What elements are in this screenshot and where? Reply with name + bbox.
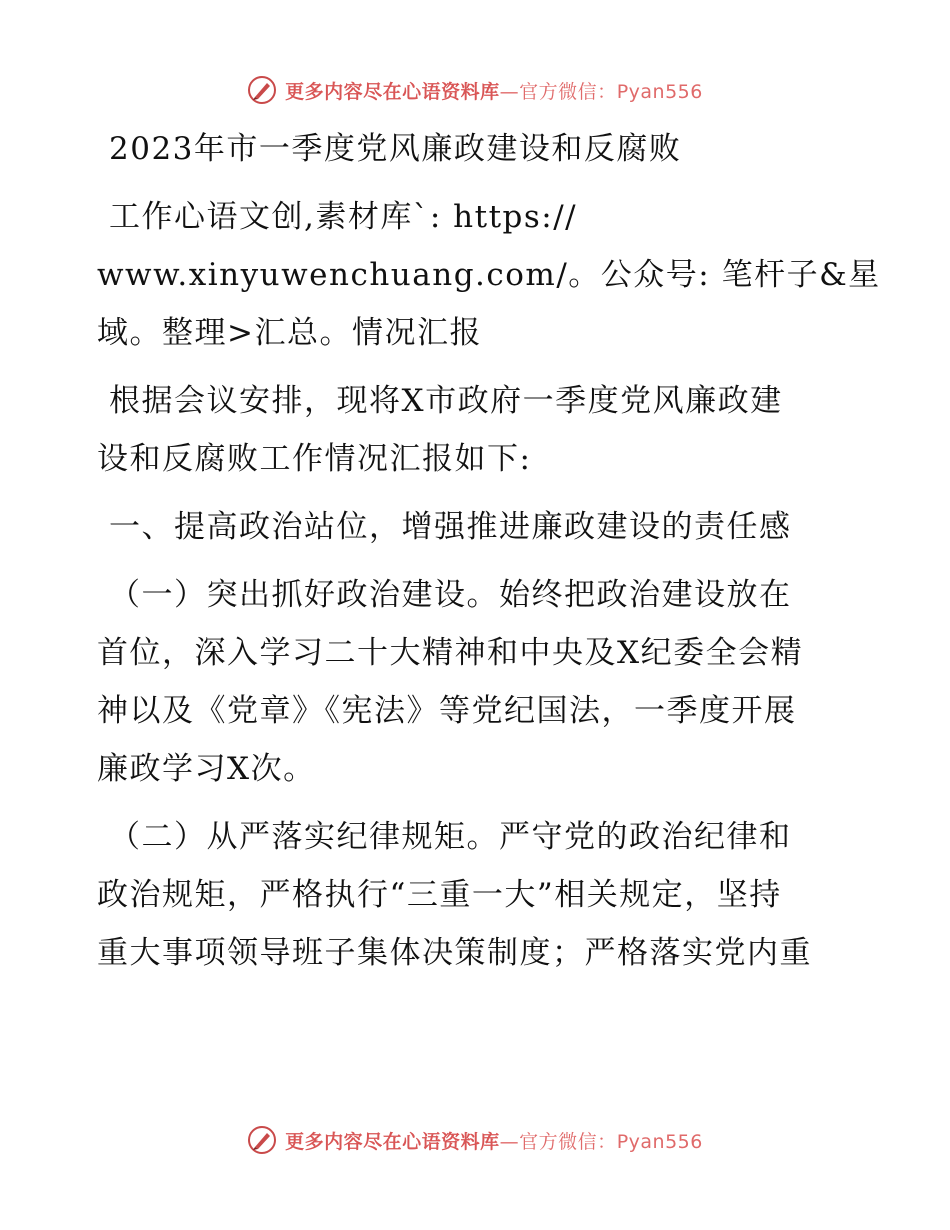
- paragraph-line: （一）突出抓好政治建设。始终把政治建设放在: [109, 577, 792, 613]
- pen-logo-icon: [247, 1125, 277, 1155]
- intro-line: 域。整理>汇总。情况汇报: [97, 315, 482, 351]
- intro-line: www.xinyuwenchuang.com/。公众号: 笔杆子&星: [97, 257, 881, 293]
- footer-watermark: [0, 1120, 950, 1160]
- paragraph-line: （二）从严落实纪律规矩。严守党的政治纪律和: [109, 819, 792, 855]
- watermark-text: 更多内容尽在心语资料库—官方微信：Pyan556: [285, 80, 703, 103]
- paragraph-line: 政治规矩，严格执行“三重一大”相关规定，坚持: [97, 877, 782, 913]
- document-title: 2023年市一季度党风廉政建设和反腐败: [109, 131, 682, 167]
- document-body: [97, 120, 881, 982]
- paragraph-line: 神以及《党章》《宪法》等党纪国法，一季度开展: [97, 693, 797, 729]
- section-heading: 一、提高政治站位，增强推进廉政建设的责任感: [109, 509, 792, 545]
- paragraph-line: 根据会议安排，现将X市政府一季度党风廉政建: [109, 383, 783, 419]
- watermark-text: 更多内容尽在心语资料库—官方微信：Pyan556: [285, 1130, 703, 1153]
- paragraph-line: 设和反腐败工作情况汇报如下:: [97, 441, 532, 477]
- pen-logo-icon: [247, 75, 277, 105]
- paragraph-line: 首位，深入学习二十大精神和中央及X纪委全会精: [97, 635, 804, 671]
- paragraph-line: 重大事项领导班子集体决策制度；严格落实党内重: [97, 935, 812, 971]
- header-watermark: [0, 70, 950, 110]
- paragraph-line: 廉政学习X次。: [97, 751, 316, 787]
- intro-line: 工作心语文创,素材库`: https://: [109, 199, 578, 235]
